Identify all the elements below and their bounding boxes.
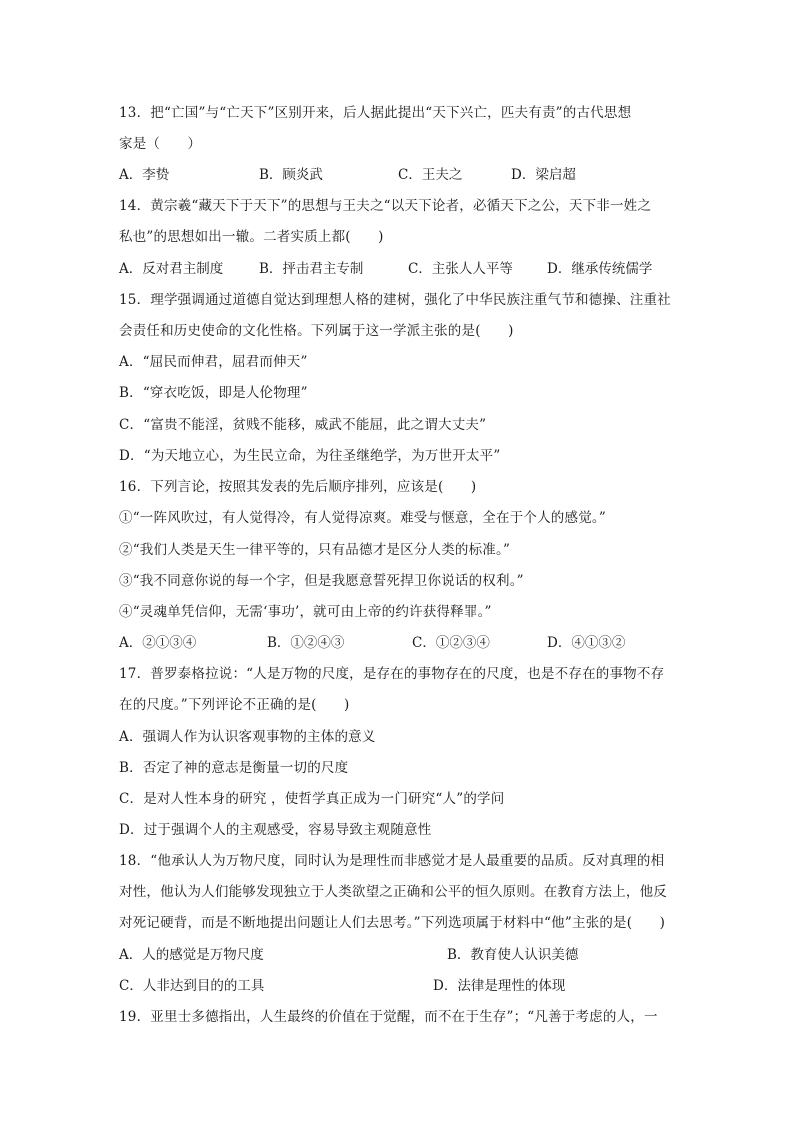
q13-option-b[interactable]: B．顾炎武: [259, 167, 323, 183]
q16-statement-4: ④“灵魂单凭信仰，无需‘事功’，就可由上帝的约许获得释罪。”: [119, 604, 492, 620]
q18-option-b[interactable]: B．教育使人认识美德: [447, 947, 579, 963]
q17-option-c[interactable]: C．是对人性本身的研究 ，使哲学真正成为一门研究“人”的学问: [119, 791, 505, 807]
q18-option-a[interactable]: A．人的感觉是万物尺度: [119, 947, 264, 963]
q18-stem-line-2: 对性，他认为人们能够发现独立于人类欲望之正确和公平的恒久原则。在教育方法上，他反: [119, 884, 667, 900]
q17-stem-line-1: 17．普罗泰格拉说：“人是万物的尺度，是存在的事物存在的尺度，也是不存在的事物不存: [119, 666, 665, 682]
q17-option-a[interactable]: A．强调人作为认识客观事物的主体的意义: [119, 729, 376, 745]
q16-option-b[interactable]: B．①②④③: [267, 635, 345, 651]
q13-stem-line-1: 13．把“亡国”与“亡天下”区别开来，后人据此提出“天下兴亡，匹夫有责”的古代思想: [119, 105, 632, 121]
q14-option-a[interactable]: A．反对君主制度: [119, 261, 224, 277]
q13-option-c[interactable]: C．王夫之: [398, 167, 463, 183]
q18-stem-line-3: 对死记硬背，而是不断地提出问题让人们去思考。”下列选项属于材料中“他”主张的是( ): [119, 915, 666, 931]
q16-stem-line-1: 16．下列言论，按照其发表的先后顺序排列，应该是( ): [119, 479, 477, 495]
q16-option-c[interactable]: C．①②③④: [412, 635, 490, 651]
q15-option-d[interactable]: D．“为天地立心，为生民立命，为往圣继绝学，为万世开太平”: [119, 448, 501, 464]
q15-option-a[interactable]: A．“屈民而伸君，屈君而伸天”: [119, 354, 308, 370]
q15-stem-line-2: 会责任和历史使命的文化性格。下列属于这一学派主张的是( ): [119, 323, 514, 339]
q18-option-c[interactable]: C．人非达到目的的工具: [119, 978, 265, 994]
q13-stem-line-2: 家是（ ）: [119, 136, 202, 152]
q15-option-c[interactable]: C．“富贵不能淫，贫贱不能移，威武不能屈，此之谓大丈夫”: [119, 417, 487, 433]
q18-stem-line-1: 18．“他承认人为万物尺度，同时认为是理性而非感觉才是人最重要的品质。反对真理的相: [119, 853, 665, 869]
q15-option-b[interactable]: B．“穿衣吃饭，即是人伦物理”: [119, 385, 308, 401]
q13-option-d[interactable]: D．梁启超: [511, 167, 576, 183]
q17-option-d[interactable]: D．过于强调个人的主观感受，容易导致主观随意性: [119, 822, 432, 838]
q14-stem-line-2: 私也”的思想如出一辙。二者实质上都( ): [119, 229, 384, 245]
q13-option-a[interactable]: A．李贽: [119, 167, 170, 183]
q19-stem-line-1: 19．亚里士多德指出，人生最终的价值在于觉醒，而不在于生存”；“凡善于考虑的人，一: [119, 1009, 658, 1025]
q14-option-b[interactable]: B．抨击君主专制: [259, 261, 364, 277]
q17-stem-line-2: 在的尺度。”下列评论不正确的是( ): [119, 697, 350, 713]
q14-option-c[interactable]: C．主张人人平等: [408, 261, 513, 277]
q14-stem-line-1: 14．黄宗羲“藏天下于天下”的思想与王夫之“以天下论者，必循天下之公，天下非一姓之: [119, 198, 652, 214]
q18-option-d[interactable]: D．法律是理性的体现: [433, 978, 566, 994]
q17-option-b[interactable]: B．否定了神的意志是衡量一切的尺度: [119, 760, 349, 776]
q14-option-d[interactable]: D．继承传统儒学: [547, 261, 653, 277]
q16-statement-3: ③“我不同意你说的每一个字，但是我愿意誓死捍卫你说话的权利。”: [119, 573, 524, 589]
q16-option-a[interactable]: A．②①③④: [119, 635, 197, 651]
q15-stem-line-1: 15．理学强调通过道德自觉达到理想人格的建树，强化了中华民族注重气节和德操、注重社: [119, 292, 671, 308]
q16-statement-1: ①“一阵风吹过，有人觉得冷，有人觉得凉爽。难受与惬意，全在于个人的感觉。”: [119, 510, 606, 526]
q16-statement-2: ②“我们人类是天生一律平等的，只有品德才是区分人类的标准。”: [119, 542, 511, 558]
q16-option-d[interactable]: D．④①③②: [547, 635, 626, 651]
